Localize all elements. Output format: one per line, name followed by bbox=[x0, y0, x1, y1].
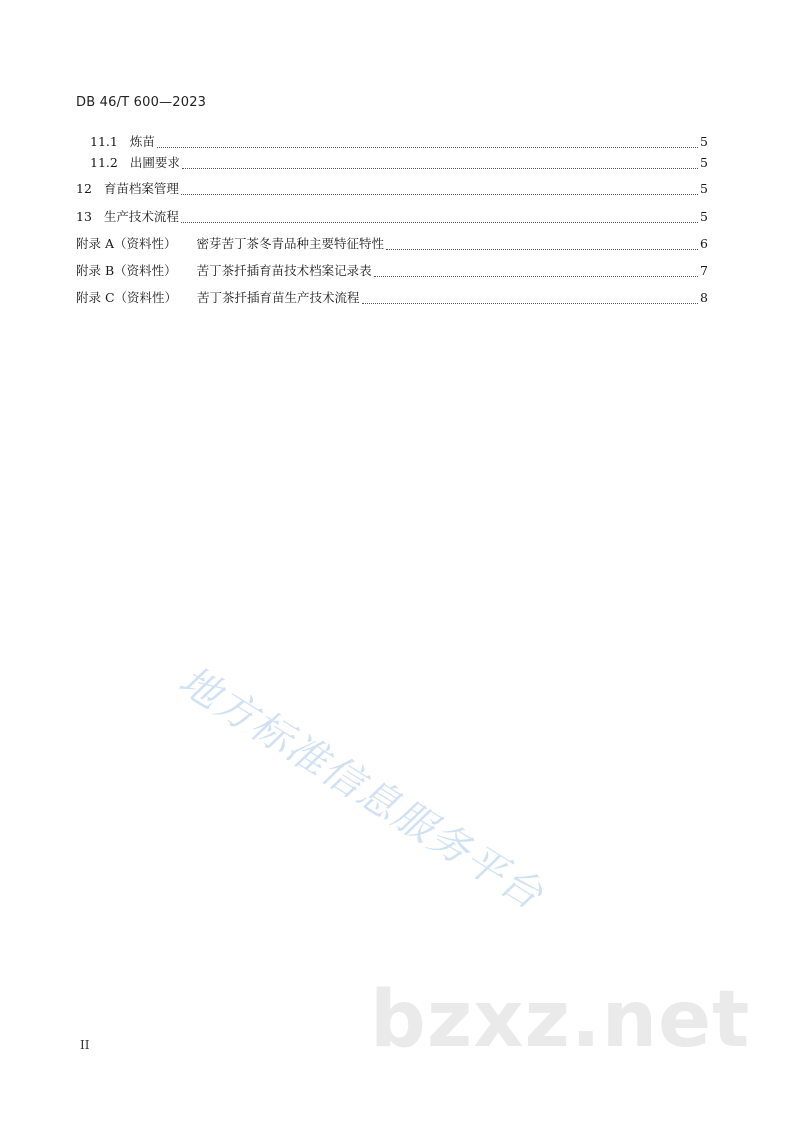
toc-leader-dots bbox=[386, 237, 698, 250]
toc-leader-dots bbox=[182, 156, 698, 169]
toc-entry-title: 苦丁茶扦插育苗技术档案记录表 bbox=[196, 263, 372, 278]
toc-entry-title: 密芽苦丁茶冬青品种主要特征特性 bbox=[196, 236, 385, 251]
toc-entry-page: 5 bbox=[700, 181, 708, 196]
toc-entry-page: 5 bbox=[700, 155, 708, 170]
toc-entry-annex-c[interactable] bbox=[76, 286, 708, 306]
toc-entry-title: 出圃要求 bbox=[129, 155, 180, 170]
toc-entry-title: 炼苗 bbox=[129, 134, 155, 149]
toc-entry-page: 8 bbox=[700, 290, 708, 305]
page-number: II bbox=[80, 1038, 90, 1052]
toc-entry-annex-a[interactable] bbox=[76, 232, 708, 252]
toc-leader-dots bbox=[157, 135, 698, 148]
toc-entry-number: 附录 B（资料性） bbox=[76, 263, 177, 278]
toc-entry-page: 5 bbox=[700, 134, 708, 149]
toc-entry-number: 11.1 bbox=[90, 134, 118, 149]
toc-entry-title: 生产技术流程 bbox=[103, 209, 179, 224]
site-watermark-logo: bzxz.net bbox=[370, 975, 751, 1065]
toc-entry-11-2[interactable] bbox=[76, 151, 708, 171]
toc-entry-number: 11.2 bbox=[90, 155, 118, 170]
toc-entry-13[interactable] bbox=[76, 205, 708, 225]
toc-entry-page: 7 bbox=[700, 263, 708, 278]
toc-leader-dots bbox=[181, 182, 698, 195]
watermark-text: 地方标准信息服务平台 bbox=[170, 657, 552, 920]
toc-entry-number: 附录 C（资料性） bbox=[76, 290, 178, 305]
toc-entry-page: 6 bbox=[700, 236, 708, 251]
toc-entry-annex-b[interactable] bbox=[76, 259, 708, 279]
standard-code: DB 46/T 600—2023 bbox=[76, 95, 207, 110]
toc-leader-dots bbox=[374, 264, 698, 277]
toc-entry-title: 育苗档案管理 bbox=[103, 181, 179, 196]
toc-entry-11-1[interactable] bbox=[76, 130, 708, 150]
toc-entry-12[interactable] bbox=[76, 177, 708, 197]
toc-entry-page: 5 bbox=[700, 209, 708, 224]
toc-entry-number: 12 bbox=[76, 181, 92, 196]
toc-entry-number: 附录 A（资料性） bbox=[76, 236, 177, 251]
toc-entry-title: 苦丁茶扦插育苗生产技术流程 bbox=[197, 290, 360, 305]
toc-leader-dots bbox=[362, 291, 698, 304]
toc-leader-dots bbox=[181, 210, 698, 223]
toc-entry-number: 13 bbox=[76, 209, 92, 224]
